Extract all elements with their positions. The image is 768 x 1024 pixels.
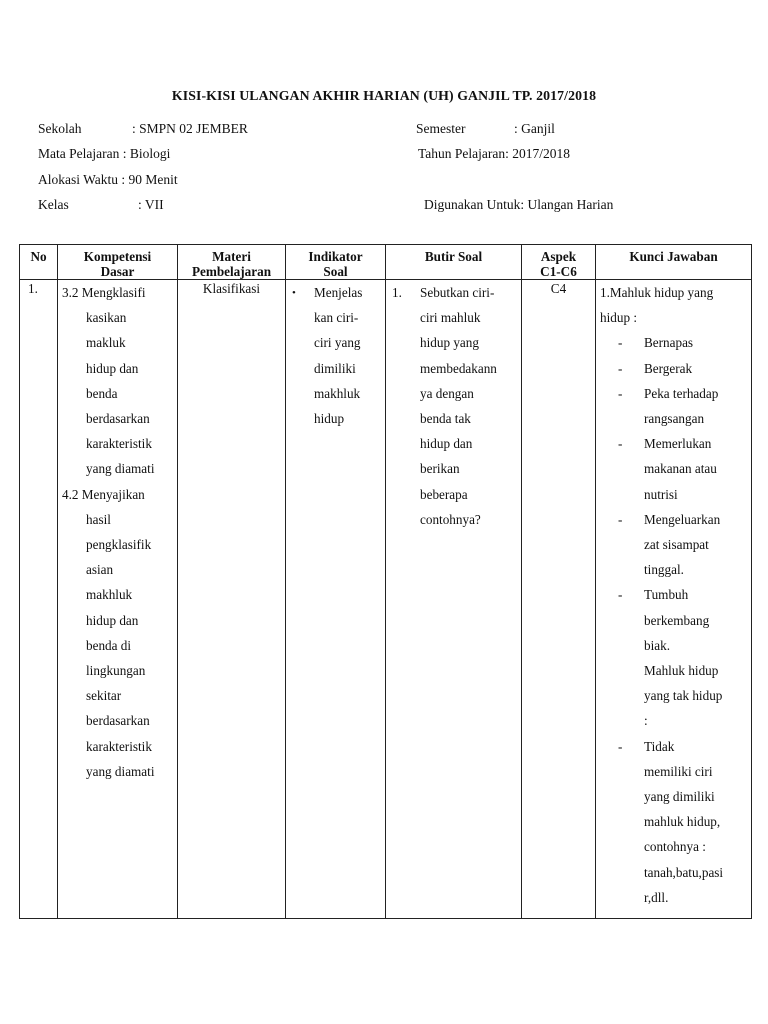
- butir-line: ciri mahluk: [420, 310, 481, 326]
- meta-semester: [416, 121, 555, 137]
- kunci-item-line: memiliki ciri: [644, 763, 713, 779]
- kd-line: yang diamati: [86, 763, 155, 779]
- indikator-line: makhluk: [314, 385, 361, 401]
- kunci-item-line: tanah,batu,pasi: [644, 864, 724, 880]
- dash-bullet: -: [618, 360, 623, 376]
- kunci-list-item: [596, 507, 751, 583]
- meta-alokasi: Alokasi Waktu : 90 Menit: [38, 172, 178, 187]
- kunci-item-line: tinggal.: [644, 562, 684, 578]
- butir-line: hidup yang: [420, 335, 479, 351]
- dash-bullet: -: [618, 511, 623, 527]
- dash-bullet: -: [618, 436, 623, 452]
- kd-line: hidup dan: [86, 360, 139, 376]
- kd-line: karakteristik: [86, 436, 152, 452]
- butir-line: benda tak: [420, 411, 471, 427]
- kd-line: berdasarkan: [86, 411, 150, 427]
- semester-value: : Ganjil: [514, 121, 555, 136]
- kd-line: hidup dan: [86, 612, 139, 628]
- kunci-item-line: r,dll.: [644, 889, 669, 905]
- kd-line: makhluk: [86, 587, 133, 603]
- kunci-item-line: Tidak: [644, 738, 675, 754]
- kunci-item-line: zat sisampat: [644, 537, 709, 553]
- kunci-intro-line: hidup :: [600, 310, 637, 326]
- kunci-list-item: [596, 381, 751, 431]
- kunci-item-line: contohnya :: [644, 839, 706, 855]
- kd-line: benda di: [86, 637, 132, 653]
- meta-kelas: [38, 197, 164, 213]
- cell-indikator: [286, 280, 386, 919]
- kd-line: 3.2 Mengklasifi: [62, 285, 146, 300]
- indikator-line: kan ciri-: [314, 310, 359, 326]
- semester-label: Semester: [416, 121, 466, 136]
- kunci-list-item: [596, 356, 751, 381]
- kd-line: lingkungan: [86, 663, 146, 679]
- cell-aspek: C4: [522, 280, 596, 919]
- header-row: [20, 245, 752, 280]
- kunci-subheading-line: :: [644, 713, 648, 729]
- kunci-item-line: Mengeluarkan: [644, 511, 721, 527]
- table-row: [20, 280, 752, 919]
- meta-tahun: Tahun Pelajaran: 2017/2018: [418, 146, 571, 161]
- dash-bullet: -: [618, 738, 623, 754]
- header-aspek: Aspek C1-C6: [522, 245, 596, 280]
- kd-line: 4.2 Menyajikan: [62, 486, 145, 502]
- kd-line: asian: [86, 562, 114, 578]
- kunci-item-line: mahluk hidup,: [644, 814, 721, 830]
- meta-sekolah: [38, 121, 248, 137]
- kunci-list-item: [596, 582, 751, 658]
- sekolah-label: Sekolah: [38, 121, 82, 136]
- kd-line: benda: [86, 385, 118, 401]
- butir-line: beberapa: [420, 486, 468, 502]
- meta-mapel: Mata Pelajaran : Biologi: [38, 146, 171, 161]
- kunci-item-line: Bergerak: [644, 360, 693, 376]
- kunci-list-item: [596, 330, 751, 355]
- kunci-intro-line: 1.Mahluk hidup yang: [600, 285, 714, 300]
- butir-line: contohnya?: [420, 511, 481, 527]
- butir-number: 1.: [392, 285, 402, 300]
- kunci-item-line: Bernapas: [644, 335, 694, 351]
- indikator-line: hidup: [314, 411, 345, 427]
- kunci-item-line: makanan atau: [644, 461, 717, 477]
- butir-line: Sebutkan ciri-: [420, 285, 495, 300]
- header-kunci-jawaban: Kunci Jawaban: [596, 245, 752, 280]
- kunci-item-line: Memerlukan: [644, 436, 712, 452]
- cell-kompetensi-dasar: [58, 280, 178, 919]
- indikator-line: Menjelas: [314, 285, 363, 300]
- header-kompetensi-dasar: Kompetensi Dasar: [58, 245, 178, 280]
- kunci-subheading: [596, 658, 751, 734]
- kunci-subheading-line: Mahluk hidup: [644, 663, 719, 679]
- kd-line: yang diamati: [86, 461, 155, 477]
- kunci-item-line: yang dimiliki: [644, 789, 715, 805]
- sekolah-value: : SMPN 02 JEMBER: [132, 121, 248, 136]
- kunci-list-item: [596, 734, 751, 910]
- kd-line: karakteristik: [86, 738, 152, 754]
- cell-kunci-jawaban: [596, 280, 752, 919]
- kd-line: kasikan: [86, 310, 127, 326]
- kunci-item-line: Tumbuh: [644, 587, 689, 603]
- header-butir-soal: Butir Soal: [386, 245, 522, 280]
- kunci-item-line: nutrisi: [644, 486, 678, 502]
- cell-butir-soal: [386, 280, 522, 919]
- butir-line: berikan: [420, 461, 460, 477]
- kunci-item-line: Peka terhadap: [644, 385, 719, 401]
- butir-line: ya dengan: [420, 385, 474, 401]
- cell-no: 1.: [20, 280, 58, 919]
- butir-line: hidup dan: [420, 436, 473, 452]
- indikator-line: ciri yang: [314, 335, 361, 351]
- dash-bullet: -: [618, 385, 623, 401]
- kunci-list-item: [596, 431, 751, 507]
- kelas-label: Kelas: [38, 197, 69, 212]
- kd-line: makluk: [86, 335, 126, 351]
- header-no: No: [20, 245, 58, 280]
- kd-line: pengklasifik: [86, 537, 152, 553]
- butir-line: membedakann: [420, 360, 497, 376]
- kunci-subheading-line: yang tak hidup: [644, 688, 723, 704]
- bullet-icon: •: [292, 287, 296, 299]
- kunci-item-line: berkembang: [644, 612, 710, 628]
- cell-materi: Klasifikasi: [178, 280, 286, 919]
- kunci-item-line: rangsangan: [644, 411, 705, 427]
- header-indikator: Indikator Soal: [286, 245, 386, 280]
- kd-line: hasil: [86, 511, 111, 527]
- document-title: KISI-KISI ULANGAN AKHIR HARIAN (UH) GANJIL TP. 2017/2018: [171, 88, 597, 103]
- indikator-line: dimiliki: [314, 360, 356, 376]
- header-materi: Materi Pembelajaran: [178, 245, 286, 280]
- dash-bullet: -: [618, 587, 623, 603]
- kisi-table: [19, 244, 752, 919]
- meta-digunakan: Digunakan Untuk: Ulangan Harian: [424, 197, 614, 212]
- kd-line: sekitar: [86, 688, 122, 704]
- kunci-item-line: biak.: [644, 637, 671, 653]
- kelas-value: : VII: [138, 197, 164, 212]
- kd-line: berdasarkan: [86, 713, 150, 729]
- dash-bullet: -: [618, 335, 623, 351]
